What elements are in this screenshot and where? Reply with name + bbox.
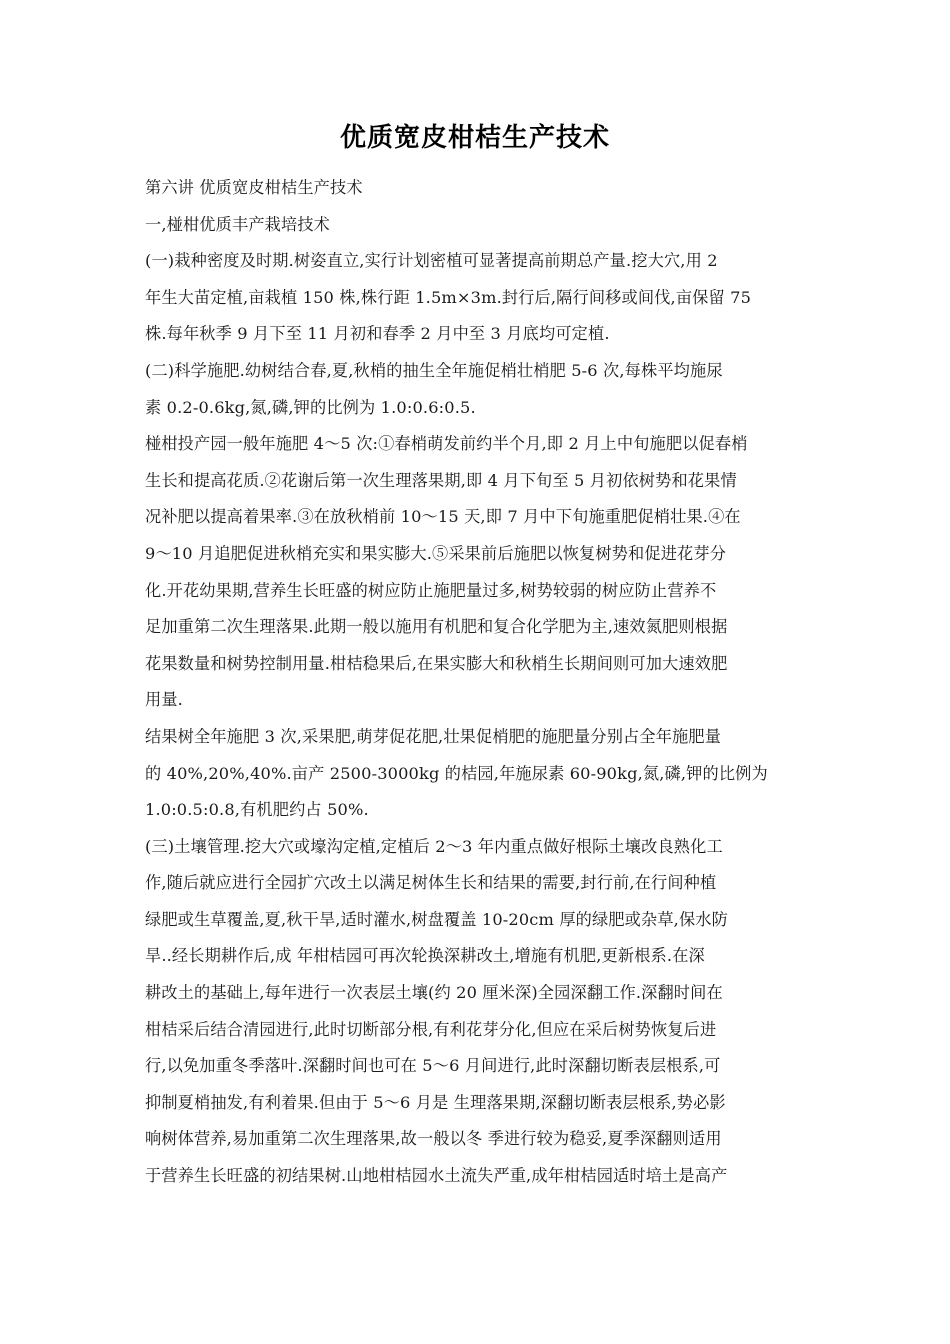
text-line: 9～10 月追肥促进秋梢充实和果实膨大.⑤采果前后施肥以恢复树势和促进花芽分 — [145, 543, 727, 563]
text-line: 年生大苗定植,亩栽植 150 株,株行距 1.5m×3m.封行后,隔行间移或间伐,亩保留 75 — [145, 287, 752, 307]
text-line: 绿肥或生草覆盖,夏,秋干旱,适时灌水,树盘覆盖 10-20cm 厚的绿肥或杂草,保水防 — [145, 909, 728, 929]
text-line: 结果树全年施肥 3 次,采果肥,萌芽促花肥,壮果促梢肥的施肥量分别占全年施肥量 — [145, 726, 722, 746]
text-line: 的 40%,20%,40%.亩产 2500-3000kg 的桔园,年施尿素 60-90kg,氮,磷,钾的比例为 — [145, 763, 768, 783]
text-line: 第六讲 优质宽皮柑桔生产技术 — [145, 178, 363, 197]
text-line: 旱..经长期耕作后,成 年柑桔园可再次轮换深耕改土,增施有机肥,更新根系.在深 — [145, 946, 705, 966]
text-line: 花果数量和树势控制用量.柑桔稳果后,在果实膨大和秋梢生长期间则可加大速效肥 — [145, 653, 728, 673]
text-line: 1.0:0.5:0.8,有机肥约占 50%. — [145, 800, 369, 820]
text-line: 响树体营养,易加重第二次生理落果,故一般以冬 季进行较为稳妥,夏季深翻则适用 — [145, 1129, 722, 1149]
text-line: 生长和提高花质.②花谢后第一次生理落果期,即 4 月下旬至 5 月初依树势和花果情 — [145, 470, 737, 490]
text-line: 抑制夏梢抽发,有利着果.但由于 5～6 月是 生理落果期,深翻切断表层根系,势必影 — [145, 1092, 726, 1112]
text-line: (二)科学施肥.幼树结合春,夏,秋梢的抽生全年施促梢壮梢肥 5-6 次,每株平均施尿 — [145, 360, 723, 380]
text-line: 化.开花幼果期,营养生长旺盛的树应防止施肥量过多,树势较弱的树应防止营养不 — [145, 580, 717, 600]
text-line: 一,椪柑优质丰产栽培技术 — [145, 214, 331, 234]
text-line: 株.每年秋季 9 月下至 11 月初和春季 2 月中至 3 月底均可定植. — [145, 324, 610, 344]
text-line: 足加重第二次生理落果.此期一般以施用有机肥和复合化学肥为主,速效氮肥则根据 — [145, 617, 728, 637]
text-line: 于营养生长旺盛的初结果树.山地柑桔园水土流失严重,成年柑桔园适时培土是高产 — [145, 1166, 728, 1186]
text-line: 柑桔采后结合清园进行,此时切断部分根,有利花芽分化,但应在采后树势恢复后进 — [145, 1019, 717, 1039]
text-line: 作,随后就应进行全园扩穴改土以满足树体生长和结果的需要,封行前,在行间种植 — [145, 873, 717, 893]
text-line: 用量. — [145, 690, 183, 710]
text-line: (三)土壤管理.挖大穴或壕沟定植,定植后 2～3 年内重点做好根际土壤改良熟化工 — [145, 836, 723, 856]
document-body — [145, 170, 811, 1195]
text-line: 况补肥以提高着果率.③在放秋梢前 10～15 天,即 7 月中下旬施重肥促梢壮果.④在 — [145, 507, 741, 527]
document-title: 优质宽皮柑桔生产技术 — [339, 123, 610, 153]
text-line: 椪柑投产园一般年施肥 4～5 次:①春梢萌发前约半个月,即 2 月上中旬施肥以促春梢 — [145, 434, 748, 454]
text-line: 行,以免加重冬季落叶.深翻时间也可在 5～6 月间进行,此时深翻切断表层根系,可 — [145, 1056, 721, 1076]
text-line: 耕改土的基础上,每年进行一次表层土壤(约 20 厘米深)全园深翻工作.深翻时间在 — [145, 983, 723, 1003]
text-line: 素 0.2-0.6kg,氮,磷,钾的比例为 1.0:0.6:0.5. — [145, 397, 476, 417]
text-line: (一)栽种密度及时期.树姿直立,实行计划密植可显著提高前期总产量.挖大穴,用 2 — [145, 251, 718, 271]
